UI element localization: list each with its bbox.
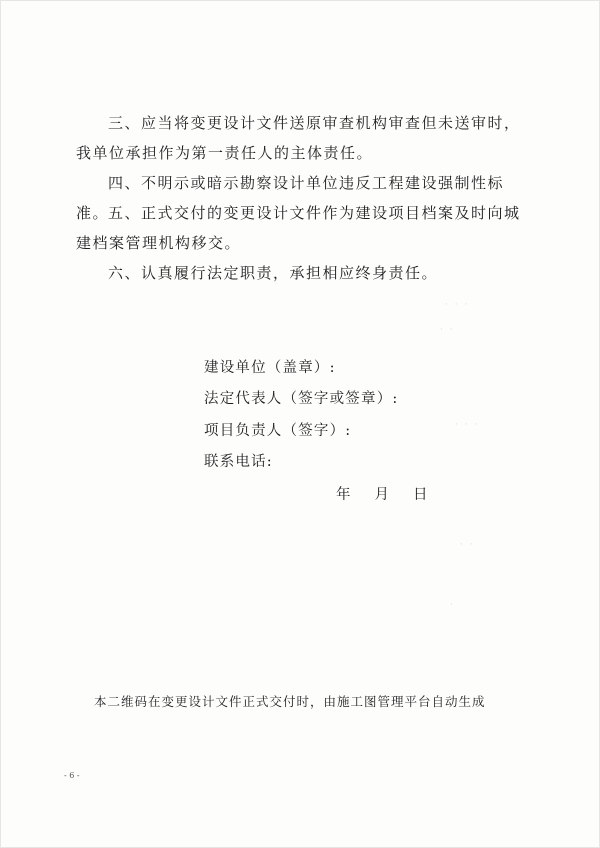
clause-4: 四、不明示或暗示勘察设计单位违反工程建设强制性标准。 <box>76 174 505 222</box>
bleed-through-texture: · <box>450 600 455 610</box>
bleed-through-texture: · · <box>460 540 475 550</box>
signature-phone-label: 联系电话: <box>204 454 273 470</box>
qr-code-note: 本二维码在变更设计文件正式交付时，由施工图管理平台自动生成 <box>94 694 486 709</box>
page-number: - 6 - <box>64 771 80 780</box>
date-month-label: 月 <box>374 487 389 503</box>
bleed-through-texture: · · <box>440 325 455 335</box>
signature-project-lead-label: 项目负责人（签字）: <box>204 423 352 439</box>
date-year-label: 年 <box>336 487 351 503</box>
date-day-label: 日 <box>413 487 428 503</box>
clause-5: 五、正式交付的变更设计文件作为建设项目档案及时向城建档案管理机构移交。 <box>76 204 521 252</box>
signature-unit-label: 建设单位（盖章）: <box>204 360 336 376</box>
clause-3: 三、应当将变更设计文件送原审查机构审查但未送审时，我单位承担作为第一责任人的主体责任。 <box>76 114 521 162</box>
signature-legal-rep-label: 法定代表人（签字或签章）: <box>204 391 399 407</box>
date-line <box>336 483 428 504</box>
bleed-through-texture: · · · <box>445 300 470 310</box>
clause-6: 六、认真履行法定职责，承担相应终身责任。 <box>108 264 439 282</box>
bleed-through-texture: · · · <box>455 420 480 430</box>
